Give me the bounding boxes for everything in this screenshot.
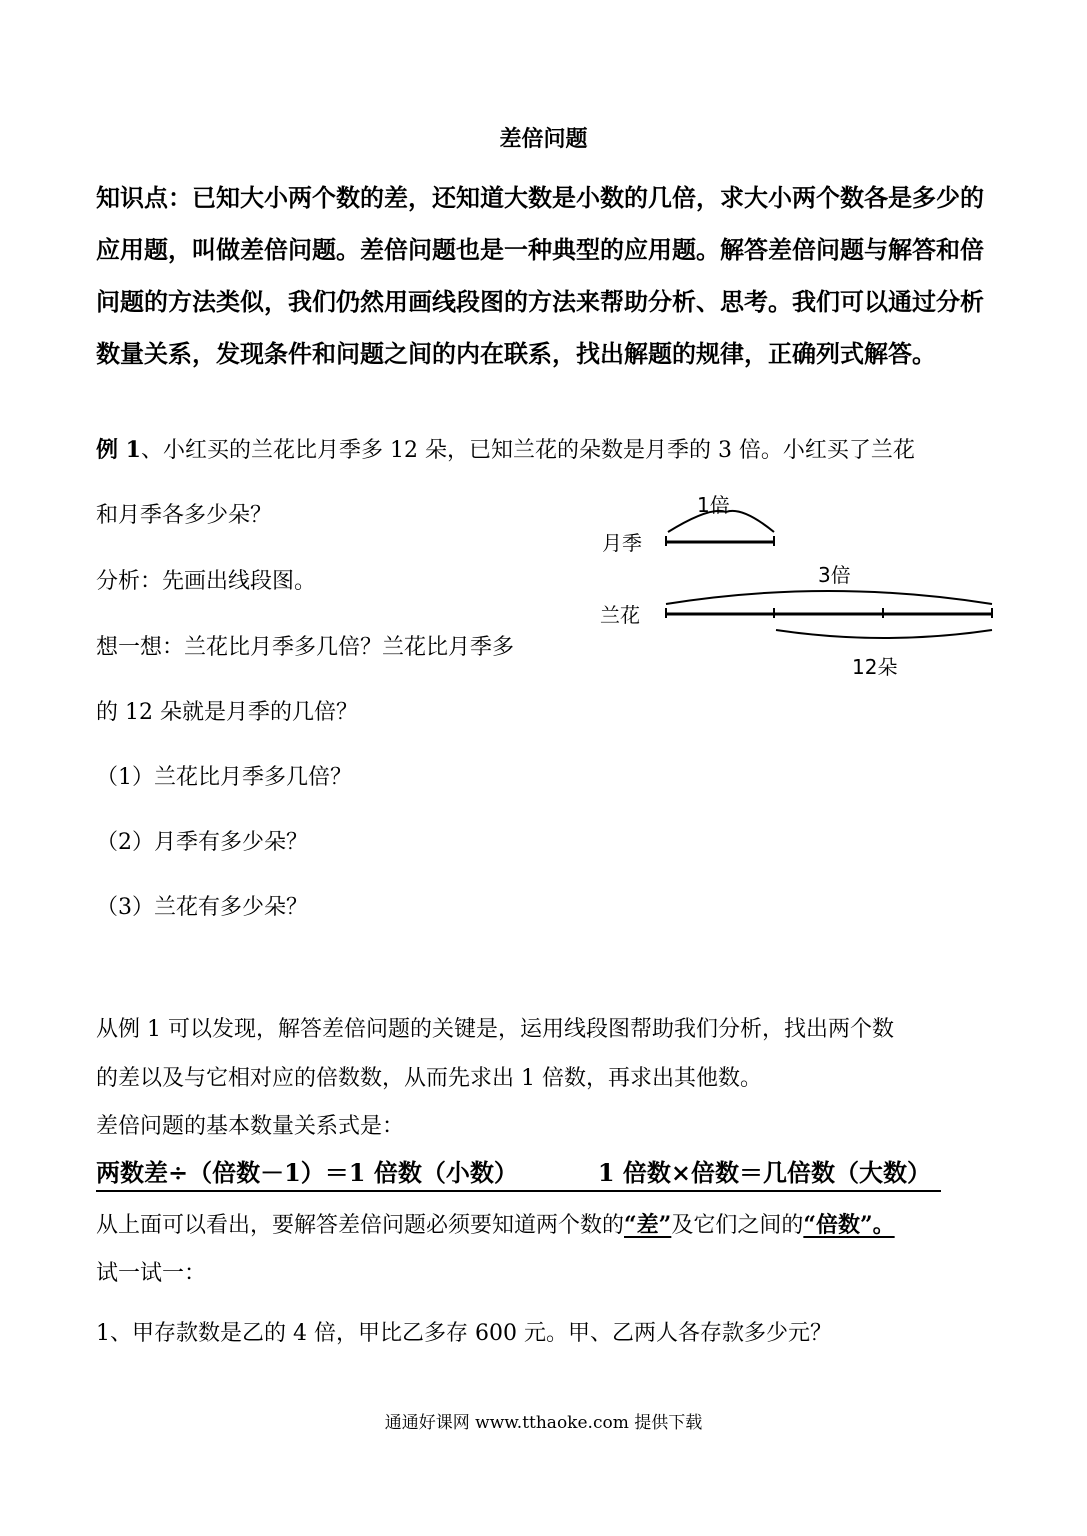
line-segment-diagram	[590, 486, 1000, 686]
knowledge-paragraph	[96, 172, 996, 380]
think-line: 想一想：兰花比月季多几倍？兰花比月季多	[96, 635, 515, 660]
label-12: 12朵	[852, 655, 898, 679]
summary-line2: 的差以及与它相对应的倍数数，从而先求出 1 倍数，再求出其他数。	[96, 1066, 762, 1091]
question-2: （2）月季有多少朵？	[96, 830, 308, 855]
note-pre: 从上面可以看出，要解答差倍问题必须要知道两个数的	[96, 1213, 625, 1238]
note-mult: “倍数”。	[803, 1212, 895, 1238]
formula-part2: 1 倍数×倍数＝几倍数（大数）	[597, 1158, 932, 1187]
note-diff: “差”	[624, 1212, 672, 1238]
formula-part1: 两数差÷（倍数－1）＝1 倍数（小数）	[96, 1158, 518, 1187]
label-orchid: 兰花	[600, 603, 640, 627]
knowledge-text: 已知大小两个数的差，还知道大数是小数的几倍，求大小两个数各是多少的应用题，叫做差倍问题。差倍问题也是一种典型的应用题。解答差倍问题与解答和倍问题的方法类似，我们仍然用画线段图的方法来帮助分析、思考。我们可以通过分析数量关系，发现条件和问题之间的内在联系，找出解题的规律，正确列式解答。	[96, 183, 984, 368]
footer-text: 通通好课网 www.tthaoke.com 提供下载	[384, 1413, 703, 1433]
question-3: （3）兰花有多少朵？	[96, 895, 308, 920]
summary-line3: 差倍问题的基本数量关系式是：	[96, 1114, 405, 1139]
note-mid: 及它们之间的	[671, 1213, 804, 1238]
example1-line2: 和月季各多少朵？	[96, 503, 273, 528]
label-1x: 1倍	[697, 493, 730, 517]
think-line-2: 的 12 朵就是月季的几倍？	[96, 700, 358, 725]
label-3x: 3倍	[818, 563, 851, 587]
formula-line	[96, 1153, 941, 1192]
label-rose: 月季	[602, 531, 642, 555]
analysis-line: 分析：先画出线段图。	[96, 569, 317, 594]
practice-heading: 试一试一：	[96, 1261, 207, 1286]
practice-question-1: 1、甲存款数是乙的 4 倍，甲比乙多存 600 元。甲、乙两人各存款多少元？	[96, 1321, 832, 1346]
knowledge-label: 知识点：	[96, 183, 192, 212]
summary-line1: 从例 1 可以发现，解答差倍问题的关键是，运用线段图帮助我们分析，找出两个数	[96, 1017, 894, 1042]
brace-3x	[666, 591, 992, 604]
brace-12	[776, 630, 992, 638]
example1-line1	[96, 433, 915, 464]
example1-text: 、小红买的兰花比月季多 12 朵，已知兰花的朵数是月季的 3 倍。小红买了兰花	[140, 438, 915, 463]
page-title: 差倍问题	[499, 126, 588, 152]
example1-label: 例 1	[96, 437, 141, 463]
question-1: （1）兰花比月季多几倍？	[96, 765, 352, 790]
note-line	[96, 1208, 895, 1239]
